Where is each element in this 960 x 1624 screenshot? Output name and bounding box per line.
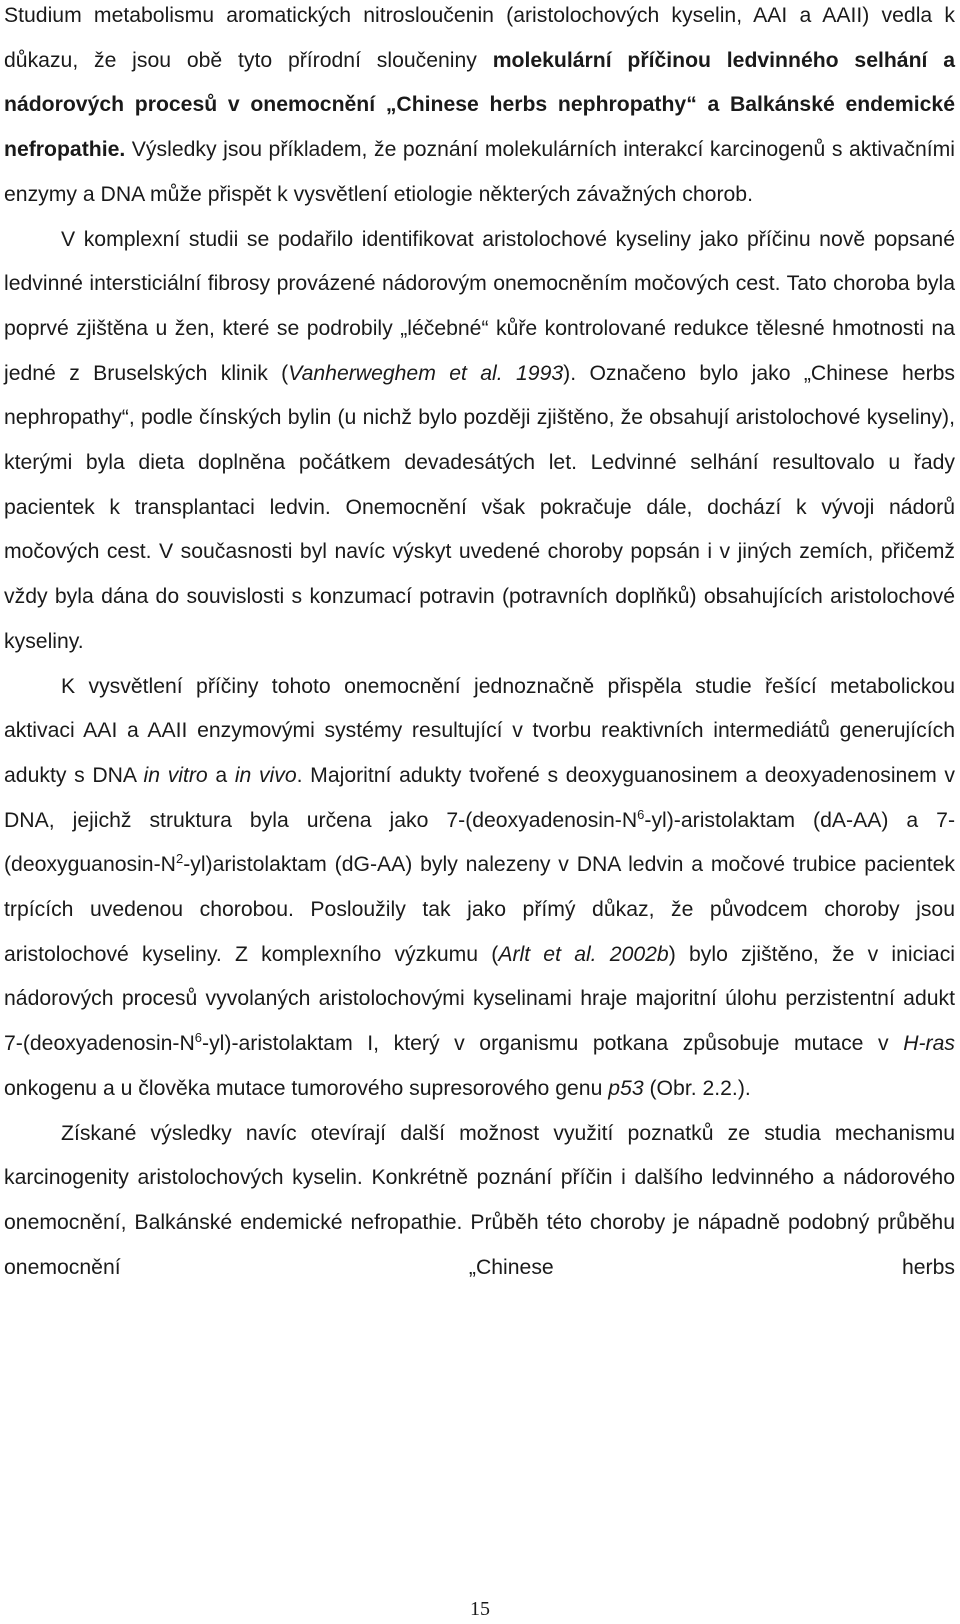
term-italic: in vivo bbox=[234, 763, 297, 787]
text-run: Výsledky jsou příkladem, že poznání molekulárních interakcí karcinogenů s aktivačními enzymy a DNA může přispět k vysvětlení etiologie některých závažných chorob. bbox=[4, 138, 955, 206]
text-run: onkogenu a u člověka mutace tumorového supresorového genu bbox=[4, 1076, 609, 1100]
gene-italic: H-ras bbox=[903, 1032, 955, 1056]
paragraph-chinese-herbs-nephropathy bbox=[4, 218, 955, 665]
text-run: -yl)-aristolaktam I, který v organismu potkana způsobuje mutace v bbox=[202, 1032, 904, 1056]
text-run: . Majoritní adukty tvořené s deoxyguanosinem a deoxyadenosinem v DNA, jejichž struktura byla určena jako 7-(deoxyadenosin-N bbox=[4, 763, 955, 832]
text-run: K vysvětlení příčiny tohoto onemocnění jednoznačně přispěla studie řešící metabolickou aktivaci AAI a AAII enzymovými systémy resultující v tvorbu reaktivních intermediátů generujících adukty s DNA bbox=[4, 674, 955, 787]
text-run: (Obr. 2.2.). bbox=[643, 1076, 751, 1100]
text-run: a bbox=[207, 763, 235, 787]
gene-italic: p53 bbox=[608, 1076, 644, 1100]
text-run: Studium metabolismu aromatických nitrosloučenin (aristolochových kyselin, AAI a AAII) vedla k důkazu, že jsou obě tyto přírodní sloučeniny bbox=[4, 4, 955, 72]
bold-emphasis: molekulární příčinou ledvinného selhání a nádorových procesů v onemocnění „Chinese herbs nephropathy“ a Balkánské endemické nefropathie. bbox=[4, 48, 955, 162]
text-run: ). Označeno bylo jako „Chinese herbs nephropathy“, podle čínských bylin (u nichž bylo později zjištěno, že obsahují aristolochové kyseliny), kterými byla dieta doplněna počátkem devadesátých let. Ledvinné selhání resultovalo u řady pacientek k transplantaci ledvin. Onemocnění však pokračuje dále, dochází k vývoji nádorů močových cest. V současnosti byl navíc výskyt uvedené choroby popsán i v jiných zemích, přičemž vždy byla dána do souvislosti s konzumací potravin (potravních doplňků) obsahujících aristolochové kyseliny. bbox=[4, 361, 955, 653]
paragraph-metabolic-activation bbox=[4, 665, 955, 1112]
superscript: 6 bbox=[194, 1030, 203, 1046]
superscript: 2 bbox=[175, 851, 184, 867]
text-run: -yl)aristolaktam (dG-AA) byly nalezeny v DNA ledvin a močové trubice pacientek trpících uvedenou chorobou. Posloužily tak jako přímý důkaz, že původcem choroby jsou aristolochové kyseliny. Z komplexního výzkumu ( bbox=[4, 853, 955, 966]
text-run: Získané výsledky navíc otevírají další možnost využití poznatků ze studia mechanismu karcinogenity aristolochových kyselin. Konkrétně poznání příčin i dalšího ledvinného a nádorového onemocnění, Balkánské endemické nefropathie. Průběh této choroby je nápadně podobný průběhu onemocnění „Chinese herbs bbox=[4, 1121, 955, 1279]
paragraph-further-possibilities bbox=[4, 1112, 955, 1291]
term-italic: in vitro bbox=[143, 763, 208, 787]
text-run: ) bylo zjištěno, že v iniciaci nádorových procesů vyvolaných aristolochovými kyselinami hraje majoritní úlohu perzistentní adukt 7-(deoxyadenosin-N bbox=[4, 942, 956, 1056]
text-run: -yl)-aristolaktam (dA-AA) a 7-(deoxyguanosin-N bbox=[4, 808, 955, 877]
citation-italic: Vanherweghem et al. 1993 bbox=[288, 361, 564, 385]
page-number: 15 bbox=[470, 1598, 490, 1620]
body-text bbox=[4, 0, 955, 1290]
superscript: 6 bbox=[637, 806, 645, 822]
text-run: V komplexní studii se podařilo identifikovat aristolochové kyseliny jako příčinu nově popsané ledvinné intersticiální fibrosy provázené nádorovým onemocněním močových cest. Tato choroba byla poprvé zjištěna u žen, které se podrobily „léčebné“ kůře kontrolované redukce tělesné hmotnosti na jedné z Bruselských klinik ( bbox=[4, 227, 955, 385]
citation-italic: Arlt et al. 2002b bbox=[498, 942, 669, 966]
paragraph-metabolism-study bbox=[4, 0, 955, 218]
